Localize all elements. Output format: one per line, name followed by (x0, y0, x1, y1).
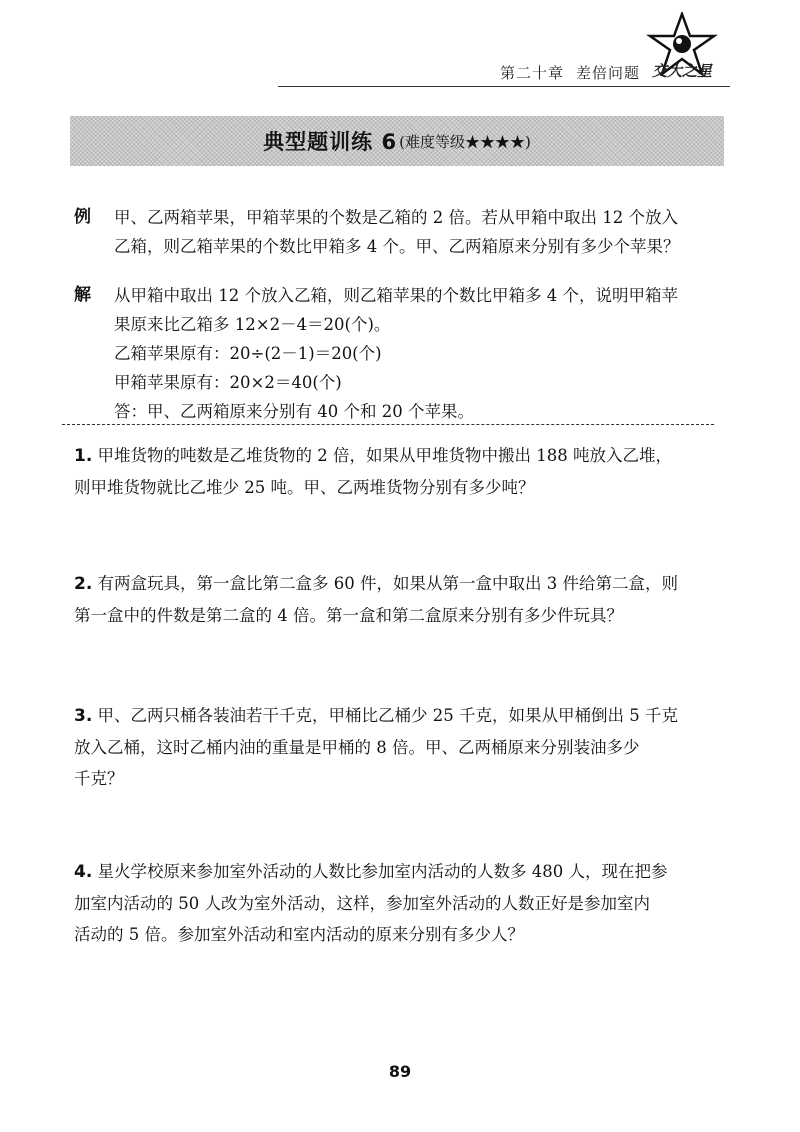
solution-line: 乙箱苹果原有：20÷(2－1)＝20(个) (114, 344, 382, 363)
solution-line: 从甲箱中取出 12 个放入乙箱，则乙箱苹果的个数比甲箱多 4 个，说明甲箱苹 (114, 286, 678, 305)
problem-line: 有两盒玩具，第一盒比第二盒多 60 件，如果从第一盒中取出 3 件给第二盒，则 (97, 574, 679, 593)
problem-2 (74, 568, 726, 631)
problem-line: 千克？ (74, 769, 124, 788)
dashed-divider (62, 424, 714, 425)
brand-name: 交大之星 (652, 62, 713, 80)
chapter-label: 第二十章 (500, 64, 565, 82)
chapter-heading (500, 62, 640, 83)
problem-3 (74, 700, 726, 794)
section-banner (70, 116, 724, 166)
problem-number: 3. (74, 706, 93, 726)
example-tag: 例 (74, 207, 91, 227)
problem-number: 2. (74, 574, 93, 594)
solution-block (74, 281, 724, 426)
solution-line: 甲箱苹果原有：20×2＝40(个) (114, 373, 342, 392)
problem-line: 甲堆货物的吨数是乙堆货物的 2 倍，如果从甲堆货物中搬出 188 吨放入乙堆， (97, 446, 673, 465)
banner-difficulty: (难度等级★★★★) (399, 132, 531, 151)
problem-number: 4. (74, 862, 93, 882)
example-block (74, 203, 724, 261)
example-line: 乙箱，则乙箱苹果的个数比甲箱多 4 个。甲、乙两箱原来分别有多少个苹果？ (114, 237, 680, 256)
solution-line: 果原来比乙箱多 12×2－4＝20(个)。 (114, 315, 391, 334)
problem-4 (74, 856, 726, 950)
problem-1 (74, 440, 726, 503)
section-label: 差倍问题 (576, 64, 641, 82)
problem-line: 则甲堆货物就比乙堆少 25 吨。甲、乙两堆货物分别有多少吨？ (74, 478, 535, 497)
problem-line: 放入乙桶，这时乙桶内油的重量是甲桶的 8 倍。甲、乙两桶原来分别装油多少 (74, 738, 640, 757)
page-number: 89 (388, 1062, 412, 1081)
problem-line: 加室内活动的 50 人改为室外活动，这样，参加室外活动的人数正好是参加室内 (74, 894, 650, 913)
banner-title: 典型题训练 6 (263, 130, 398, 154)
problem-number: 1. (74, 446, 93, 466)
header-divider (278, 86, 730, 87)
problem-line: 甲、乙两只桶各装油若干千克，甲桶比乙桶少 25 千克，如果从甲桶倒出 5 千克 (97, 706, 679, 725)
example-line: 甲、乙两箱苹果，甲箱苹果的个数是乙箱的 2 倍。若从甲箱中取出 12 个放入 (114, 208, 678, 227)
solution-line: 答：甲、乙两箱原来分别有 40 个和 20 个苹果。 (114, 402, 474, 421)
problem-line: 星火学校原来参加室外活动的人数比参加室内活动的人数多 480 人，现在把参 (97, 862, 668, 881)
problem-line: 活动的 5 倍。参加室外活动和室内活动的原来分别有多少人？ (74, 925, 524, 944)
solution-tag: 解 (74, 285, 91, 305)
problem-line: 第一盒中的件数是第二盒的 4 倍。第一盒和第二盒原来分别有多少件玩具？ (74, 606, 623, 625)
